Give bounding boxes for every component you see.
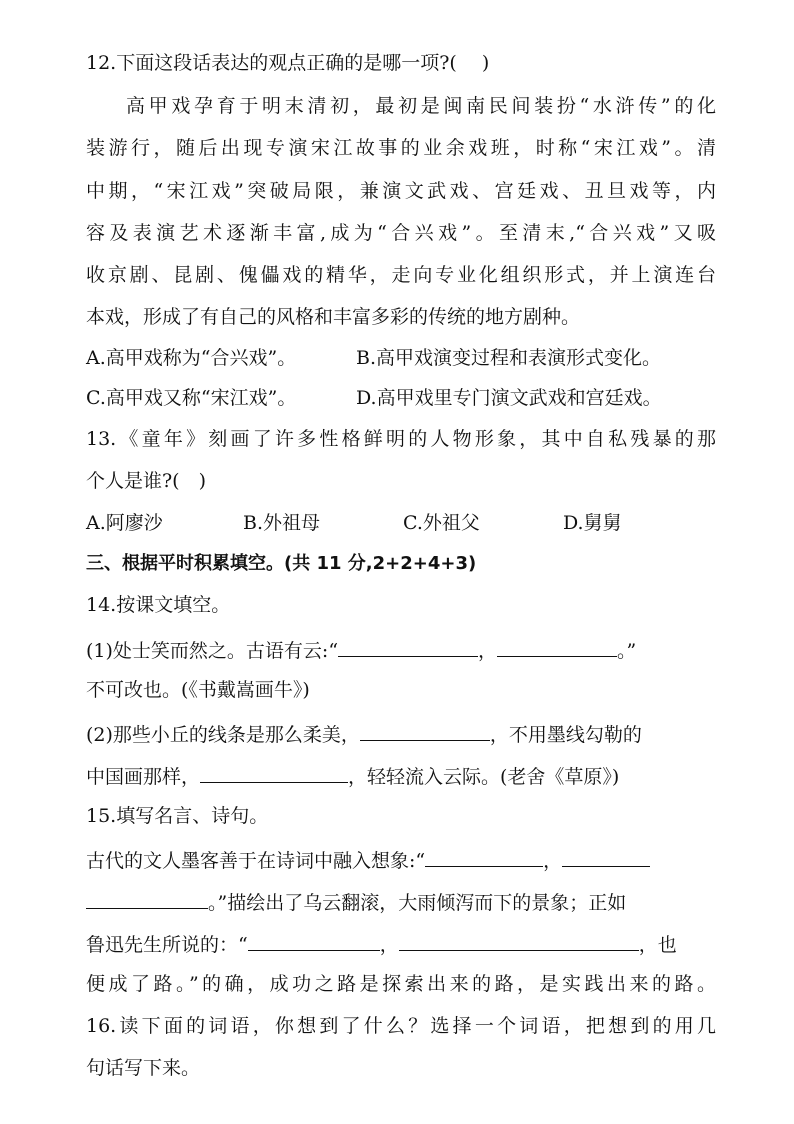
q14-blank-3[interactable]	[360, 721, 490, 741]
q12-passage-line-3: 中期，“宋江戏”突破局限，兼演文武戏、宫廷戏、丑旦戏等，内	[86, 180, 716, 202]
q14-blank-1[interactable]	[338, 637, 478, 657]
q12-option-c[interactable]: C.高甲戏又称“宋江戏”。	[86, 387, 297, 409]
q15-blank-2-continued[interactable]	[86, 889, 208, 909]
q12-options-row-2	[86, 387, 716, 413]
q12-options-row-1	[86, 347, 716, 373]
q15-blank-4[interactable]	[399, 931, 639, 951]
q13-option-a[interactable]: A.阿廖沙	[86, 512, 163, 534]
q12-passage-line-2: 装游行，随后出现专演宋江故事的业余戏班，时称“宋江戏”。清	[86, 137, 716, 159]
q14-part-2-text-a: (2)那些小丘的线条是那么柔美，	[86, 724, 360, 746]
q14-part-2-line-1	[86, 721, 716, 747]
q14-part-2-text-b: ，不用墨线勾勒的	[489, 724, 642, 746]
q16-line-2: 句话写下来。	[86, 1057, 201, 1079]
q14-part-1-text-a: (1)处士笑而然之。古语有云:“	[86, 640, 339, 662]
q14-title: 14.按课文填空。	[86, 594, 231, 616]
section-3-title: 三、根据平时积累填空。(共 11 分,2+2+4+3)	[86, 553, 477, 574]
q15-text-c: 。”描绘出了乌云翻滚，大雨倾泻而下的景象；正如	[208, 892, 627, 914]
q15-blank-3[interactable]	[248, 931, 380, 951]
q15-line-3	[86, 931, 716, 957]
q13-option-d[interactable]: D.舅舅	[563, 512, 622, 534]
q15-blank-1[interactable]	[425, 847, 543, 867]
q12-option-d[interactable]: D.高甲戏里专门演文武戏和宫廷戏。	[356, 387, 662, 409]
q13-option-c[interactable]: C.外祖父	[403, 512, 480, 534]
q12-passage-line-5: 收京剧、昆剧、傀儡戏的精华，走向专业化组织形式，并上演连台	[86, 264, 716, 286]
q12-passage-line-4: 容及表演艺术逐渐丰富,成为“合兴戏”。至清末,“合兴戏”又吸	[86, 222, 716, 244]
q15-blank-2[interactable]	[562, 847, 650, 867]
q14-part-2-text-c: 中国画那样，	[86, 766, 201, 788]
q13-stem-line-1: 13.《童年》刻画了许多性格鲜明的人物形象，其中自私残暴的那	[86, 428, 716, 450]
q15-line-1	[86, 847, 716, 873]
q15-text-d: 鲁迅先生所说的：“	[86, 934, 248, 956]
q15-title: 15.填写名言、诗句。	[86, 805, 269, 827]
q12-option-b[interactable]: B.高甲戏演变过程和表演形式变化。	[356, 347, 662, 369]
q14-part-1-line-2: 不可改也。(《书戴嵩画牛》)	[86, 679, 310, 701]
q12-passage-line-1: 高甲戏孕育于明末清初，最初是闽南民间装扮“水浒传”的化	[126, 95, 716, 117]
q15-line-4: 便成了路。”的确，成功之路是探索出来的路，是实践出来的路。	[86, 973, 716, 995]
q15-text-e: ，	[379, 934, 399, 956]
q13-option-b[interactable]: B.外祖母	[243, 512, 321, 534]
q12-passage-line-6: 本戏，形成了有自己的风格和丰富多彩的传统的地方剧种。	[86, 306, 581, 328]
q15-text-a: 古代的文人墨客善于在诗词中融入想象:“	[86, 850, 426, 872]
q12-option-a[interactable]: A.高甲戏称为“合兴戏”。	[86, 347, 297, 369]
q15-line-2	[86, 889, 716, 915]
q14-part-1-text-b: ，	[478, 640, 498, 662]
q14-blank-4[interactable]	[200, 763, 348, 783]
q14-part-1-line-1	[86, 637, 716, 663]
q12-stem: 12.下面这段话表达的观点正确的是哪一项?( )	[86, 52, 490, 74]
q13-options-row	[86, 512, 716, 538]
q16-line-1: 16.读下面的词语，你想到了什么？选择一个词语，把想到的用几	[86, 1015, 716, 1037]
q15-text-f: ，也	[638, 934, 677, 956]
q14-blank-2[interactable]	[497, 637, 617, 657]
q14-part-1-text-c: 。”	[617, 640, 637, 662]
q14-part-2-line-2	[86, 763, 716, 789]
q14-part-2-text-d: ，轻轻流入云际。(老舍《草原》)	[348, 766, 620, 788]
q15-text-b: ，	[543, 850, 563, 872]
q13-stem-line-2: 个人是谁?( )	[86, 470, 207, 492]
